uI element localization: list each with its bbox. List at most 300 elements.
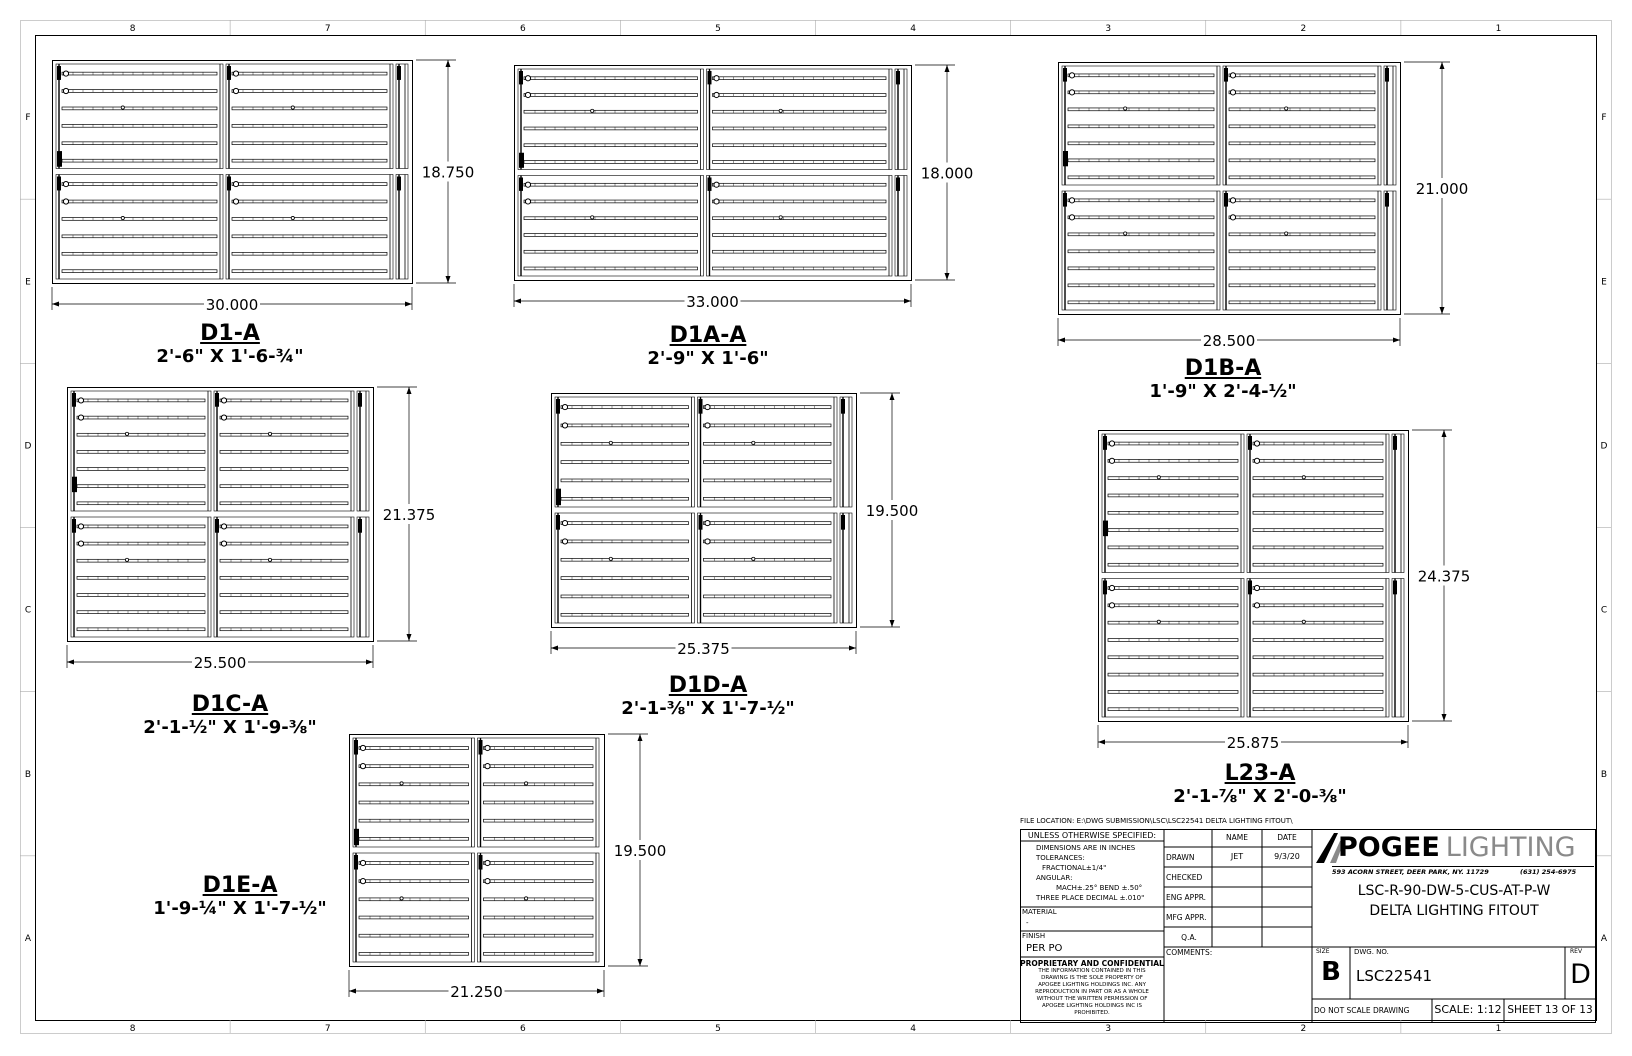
panel-d1-a	[52, 60, 478, 314]
height-dimension	[915, 65, 977, 280]
led-strip	[359, 783, 469, 786]
panel-d1c-a	[67, 387, 439, 672]
name-header: NAME	[1226, 833, 1248, 842]
mounting-hole	[1069, 90, 1074, 95]
fastener	[291, 216, 294, 219]
tolerance-line: MACH±.25° BEND ±.50°	[1056, 884, 1143, 892]
zone-column-label: 4	[910, 1024, 916, 1034]
mounting-hole	[221, 398, 226, 403]
led-strip	[524, 94, 698, 97]
led-strip	[1253, 639, 1383, 642]
led-strip	[1253, 529, 1383, 532]
zone-column-label: 8	[129, 1024, 136, 1034]
connector-block	[556, 489, 561, 506]
led-strip	[1108, 546, 1238, 549]
panel-d1a-a	[514, 65, 977, 311]
led-strip	[704, 577, 832, 580]
led-strip	[359, 819, 469, 822]
dimension-arrowhead	[890, 393, 895, 400]
mounting-hole	[714, 92, 719, 97]
do-not-scale-note: DO NOT SCALE DRAWING	[1314, 1006, 1410, 1015]
dimension-arrowhead	[67, 660, 74, 665]
rev-value: D	[1570, 959, 1591, 990]
led-strip	[524, 77, 698, 80]
led-strip	[484, 747, 594, 750]
led-strip	[561, 558, 689, 561]
led-strip	[704, 540, 832, 543]
width-dimension	[514, 284, 911, 311]
led-strip	[704, 461, 832, 464]
panel-label-d1d-a	[578, 674, 838, 720]
led-strip	[62, 235, 217, 238]
led-strip	[713, 77, 887, 80]
led-strip	[62, 270, 217, 273]
led-strip	[484, 916, 594, 919]
mounting-hole	[360, 764, 365, 769]
proprietary-line: PROHIBITED.	[1074, 1010, 1110, 1016]
width-dimension	[1098, 725, 1408, 752]
led-strip	[524, 250, 698, 253]
connector-block	[699, 399, 703, 414]
proprietary-title: PROPRIETARY AND CONFIDENTIAL	[1020, 959, 1164, 968]
led-strip	[1253, 477, 1383, 480]
signoff-label: MFG APPR.	[1166, 913, 1207, 922]
led-strip	[1229, 216, 1375, 219]
fastener	[400, 897, 403, 900]
mounting-hole	[485, 879, 490, 884]
signoff-date: 9/3/20	[1274, 852, 1300, 861]
zone-row-label: D	[1600, 441, 1608, 452]
panel-label-l23-a	[1130, 762, 1390, 808]
led-strip	[359, 880, 469, 883]
fastener	[125, 432, 128, 435]
zone-row-label: A	[1600, 933, 1608, 944]
led-strip	[524, 200, 698, 203]
panel-title: D1-A	[200, 321, 260, 346]
connector-block	[1063, 68, 1067, 82]
led-strip	[1108, 673, 1238, 676]
mounting-hole	[63, 199, 68, 204]
led-strip	[713, 200, 887, 203]
fastener	[591, 109, 594, 112]
led-strip	[62, 72, 217, 75]
panel-d1d-a	[551, 393, 922, 658]
scale-value: SCALE: 1:12	[1434, 1003, 1502, 1016]
mounting-hole	[1109, 603, 1114, 608]
led-strip	[704, 613, 832, 616]
connector-block	[358, 393, 362, 407]
led-strip	[62, 142, 217, 145]
led-strip	[1068, 216, 1214, 219]
connector-block	[57, 177, 61, 191]
dimension-arrowhead	[52, 302, 59, 307]
dimension-arrowhead	[446, 276, 451, 283]
mounting-hole	[705, 404, 710, 409]
led-strip	[1229, 176, 1375, 179]
led-strip	[484, 819, 594, 822]
led-strip	[484, 837, 594, 840]
fastener	[1157, 620, 1160, 623]
zone-column-label: 1	[1495, 1024, 1502, 1034]
led-strip	[1108, 477, 1238, 480]
mounting-hole	[78, 524, 83, 529]
material-label: MATERIAL	[1022, 908, 1057, 916]
led-strip	[1108, 587, 1238, 590]
led-strip	[713, 234, 887, 237]
mounting-hole	[1254, 441, 1259, 446]
led-strip	[232, 107, 387, 110]
mounting-hole	[485, 860, 490, 865]
mounting-hole	[360, 745, 365, 750]
connector-block	[708, 71, 712, 84]
title-block	[1020, 817, 1596, 1023]
led-strip	[1229, 91, 1375, 94]
mounting-hole	[705, 539, 710, 544]
zone-column-label: 1	[1495, 24, 1502, 34]
led-strip	[484, 934, 594, 937]
fastener	[1124, 107, 1127, 110]
panel-label-d1a-a	[598, 324, 818, 370]
led-strip	[1068, 74, 1214, 77]
zone-column-label: 2	[1300, 1024, 1307, 1034]
led-strip	[220, 594, 348, 597]
mounting-hole	[525, 182, 530, 187]
connector-block	[1385, 193, 1389, 207]
led-strip	[1229, 267, 1375, 270]
zone-column-label: 5	[715, 24, 721, 34]
panel-size: 2'-1-⅜" X 1'-7-½"	[621, 698, 795, 719]
width-dimension	[349, 970, 604, 1001]
height-dimension	[608, 734, 670, 966]
panel-d1b-a	[1058, 62, 1472, 350]
width-value: 33.000	[686, 293, 739, 311]
led-strip	[1229, 233, 1375, 236]
logo-underline	[1332, 866, 1594, 867]
company-phone: (631) 254-6975	[1520, 868, 1577, 876]
led-strip	[1068, 233, 1214, 236]
mounting-hole	[1230, 73, 1235, 78]
panel-size: 2'-9" X 1'-6"	[647, 348, 769, 369]
led-strip	[1068, 199, 1214, 202]
mounting-hole	[1109, 441, 1114, 446]
mounting-hole	[221, 415, 226, 420]
connector-block	[358, 519, 362, 533]
panel-label-d1e-a	[120, 874, 360, 920]
led-strip	[232, 142, 387, 145]
connector-block	[479, 740, 483, 755]
fastener	[268, 432, 271, 435]
zone-column-label: 6	[519, 1024, 526, 1034]
panel-outline	[552, 394, 857, 628]
height-dimension	[860, 393, 922, 627]
panel-outline	[350, 735, 605, 967]
tolerance-line: ANGULAR:	[1036, 874, 1073, 882]
led-strip	[524, 144, 698, 147]
led-strip	[1253, 546, 1383, 549]
connector-block	[1224, 193, 1228, 207]
dimension-arrowhead	[1058, 338, 1065, 343]
connector-block	[72, 519, 76, 533]
connector-block	[1063, 151, 1068, 166]
dimension-arrowhead	[1440, 307, 1445, 314]
led-strip	[704, 424, 832, 427]
fastener	[1124, 232, 1127, 235]
panel-size: 1'-9" X 2'-4-½"	[1149, 381, 1297, 402]
led-strip	[77, 450, 205, 453]
led-strip	[1229, 125, 1375, 128]
led-strip	[524, 267, 698, 270]
panel-outline	[53, 61, 413, 284]
led-strip	[232, 124, 387, 127]
zone-column-label: 6	[519, 24, 526, 34]
connector-block	[519, 178, 523, 191]
led-strip	[713, 250, 887, 253]
connector-block	[397, 66, 401, 80]
fastener	[1285, 232, 1288, 235]
led-strip	[77, 468, 205, 471]
led-strip	[1108, 442, 1238, 445]
led-strip	[62, 252, 217, 255]
width-value: 25.500	[193, 654, 247, 672]
led-strip	[77, 433, 205, 436]
led-strip	[1108, 621, 1238, 624]
led-strip	[1108, 511, 1238, 514]
company-address: 593 ACORN STREET, DEER PARK, NY. 11729	[1332, 868, 1489, 876]
led-strip	[220, 485, 348, 488]
led-strip	[1108, 563, 1238, 566]
led-strip	[1229, 159, 1375, 162]
led-strip	[1253, 656, 1383, 659]
mounting-hole	[525, 92, 530, 97]
mounting-hole	[1069, 198, 1074, 203]
proprietary-line: THE INFORMATION CONTAINED IN THIS	[1038, 968, 1146, 974]
led-strip	[713, 183, 887, 186]
led-strip	[1253, 511, 1383, 514]
zone-column-label: 7	[324, 1024, 331, 1034]
led-strip	[62, 90, 217, 93]
led-strip	[484, 862, 594, 865]
led-strip	[1068, 91, 1214, 94]
dimension-arrowhead	[890, 620, 895, 627]
connector-block	[1393, 436, 1397, 450]
mounting-hole	[221, 541, 226, 546]
dwg-no-label: DWG. NO.	[1354, 948, 1389, 956]
led-strip	[1108, 708, 1238, 711]
led-strip	[484, 765, 594, 768]
connector-block	[479, 855, 483, 870]
led-strip	[561, 613, 689, 616]
led-strip	[713, 161, 887, 164]
connector-block	[1248, 581, 1252, 595]
proprietary-notice	[1020, 959, 1164, 1017]
mounting-hole	[1109, 585, 1114, 590]
fastener	[121, 216, 124, 219]
unless-specified: UNLESS OTHERWISE SPECIFIED:	[1027, 831, 1157, 840]
led-strip	[220, 502, 348, 505]
proprietary-line: APOGEE LIGHTING HOLDINGS INC IS	[1042, 1003, 1142, 1009]
zone-row-label: C	[1600, 605, 1608, 616]
width-dimension	[52, 287, 412, 314]
led-strip	[1253, 621, 1383, 624]
panel-size: 1'-9-¼" X 1'-7-½"	[153, 898, 327, 919]
fastener	[1157, 476, 1160, 479]
led-strip	[1229, 301, 1375, 304]
size-value: B	[1321, 957, 1341, 987]
led-strip	[220, 576, 348, 579]
height-dimension	[1412, 430, 1474, 721]
led-strip	[524, 234, 698, 237]
project-name: DELTA LIGHTING FITOUT	[1369, 903, 1539, 919]
led-strip	[1108, 639, 1238, 642]
dimension-arrowhead	[1440, 62, 1445, 69]
led-strip	[704, 442, 832, 445]
dimension-arrowhead	[904, 299, 911, 304]
zone-row-label: E	[25, 277, 31, 288]
height-value: 21.375	[382, 506, 436, 524]
connector-block	[354, 855, 358, 870]
connector-block	[1063, 193, 1067, 207]
tolerance-line: THREE PLACE DECIMAL ±.010"	[1036, 894, 1145, 902]
connector-block	[354, 740, 358, 755]
tolerance-line: FRACTIONAL±1/4"	[1042, 864, 1107, 872]
proprietary-line: WITHOUT THE WRITTEN PERMISSION OF	[1036, 996, 1148, 1002]
fastener	[400, 782, 403, 785]
led-strip	[713, 127, 887, 130]
tolerance-line: TOLERANCES:	[1036, 854, 1085, 862]
led-strip	[1068, 176, 1214, 179]
led-strip	[359, 898, 469, 901]
height-dimension	[416, 60, 478, 283]
led-strip	[232, 252, 387, 255]
mounting-hole	[485, 745, 490, 750]
fastener	[1285, 107, 1288, 110]
width-dimension	[551, 631, 856, 658]
mounting-hole	[705, 423, 710, 428]
led-strip	[1068, 267, 1214, 270]
led-strip	[77, 628, 205, 631]
width-dimension	[67, 645, 373, 672]
led-strip	[62, 218, 217, 221]
led-strip	[704, 479, 832, 482]
signoff-label: ENG APPR.	[1166, 893, 1207, 902]
dimension-arrowhead	[638, 959, 643, 966]
zone-row-label: A	[24, 933, 32, 944]
width-dimension	[1058, 318, 1400, 350]
led-strip	[524, 127, 698, 130]
panel-title: L23-A	[1224, 761, 1296, 786]
comments-label: COMMENTS:	[1166, 948, 1213, 957]
dimension-arrowhead	[1442, 430, 1447, 437]
mounting-hole	[562, 404, 567, 409]
led-strip	[77, 576, 205, 579]
panel-label-d1b-a	[1098, 357, 1348, 403]
led-strip	[484, 898, 594, 901]
connector-block	[699, 515, 703, 530]
led-strip	[220, 559, 348, 562]
panel-title: D1B-A	[1184, 356, 1262, 381]
led-strip	[62, 183, 217, 186]
led-strip	[220, 399, 348, 402]
mounting-hole	[1254, 603, 1259, 608]
width-value: 30.000	[205, 296, 259, 314]
fastener	[525, 782, 528, 785]
led-strip	[220, 611, 348, 614]
dimension-arrowhead	[405, 302, 412, 307]
led-strip	[1108, 656, 1238, 659]
led-strip	[232, 90, 387, 93]
finish-value: PER PO	[1026, 943, 1063, 954]
connector-block	[841, 515, 845, 530]
led-strip	[1068, 159, 1214, 162]
led-strip	[524, 217, 698, 220]
mounting-hole	[63, 181, 68, 186]
led-strip	[1229, 74, 1375, 77]
part-number: LSC-R-90-DW-5-CUS-AT-P-W	[1357, 883, 1551, 899]
mounting-hole	[233, 71, 238, 76]
logo-word-light: LIGHTING	[1445, 832, 1576, 863]
led-strip	[484, 801, 594, 804]
mounting-hole	[78, 415, 83, 420]
connector-block	[1393, 581, 1397, 595]
led-strip	[232, 270, 387, 273]
zone-row-label: F	[1601, 113, 1607, 124]
panel-label-d1-a	[120, 322, 340, 368]
panel-d1e-a	[349, 734, 670, 1001]
connector-block	[1103, 581, 1107, 595]
led-strip	[359, 952, 469, 955]
led-strip	[62, 159, 217, 162]
connector-block	[556, 399, 560, 414]
led-strip	[220, 468, 348, 471]
mounting-hole	[525, 76, 530, 81]
dimension-arrowhead	[514, 299, 521, 304]
led-strip	[704, 497, 832, 500]
signoff-label: CHECKED	[1166, 873, 1203, 882]
connector-block	[397, 177, 401, 191]
dimension-arrowhead	[551, 646, 558, 651]
led-strip	[704, 595, 832, 598]
led-strip	[713, 110, 887, 113]
proprietary-line: APOGEE LIGHTING HOLDINGS INC. ANY	[1038, 982, 1146, 988]
height-value: 24.375	[1417, 567, 1471, 586]
fastener	[268, 558, 271, 561]
fastener	[752, 557, 755, 560]
connector-block	[1103, 521, 1108, 537]
led-strip	[1253, 442, 1383, 445]
height-value: 18.750	[421, 163, 475, 182]
led-strip	[1253, 673, 1383, 676]
led-strip	[232, 72, 387, 75]
led-strip	[1068, 284, 1214, 287]
led-strip	[1108, 690, 1238, 693]
mounting-hole	[714, 199, 719, 204]
led-strip	[524, 161, 698, 164]
dimension-arrowhead	[407, 634, 412, 641]
led-strip	[77, 485, 205, 488]
led-strip	[232, 235, 387, 238]
sheet-number: SHEET 13 OF 13	[1507, 1004, 1593, 1016]
led-strip	[359, 916, 469, 919]
zone-row-label: C	[24, 605, 32, 616]
mounting-hole	[233, 88, 238, 93]
mounting-hole	[360, 860, 365, 865]
led-strip	[359, 862, 469, 865]
zone-column-label: 4	[910, 24, 916, 34]
led-strip	[1253, 459, 1383, 462]
signoff-label: DRAWN	[1166, 853, 1195, 862]
connector-block	[1103, 436, 1107, 450]
finish-label: FINISH	[1022, 932, 1046, 940]
